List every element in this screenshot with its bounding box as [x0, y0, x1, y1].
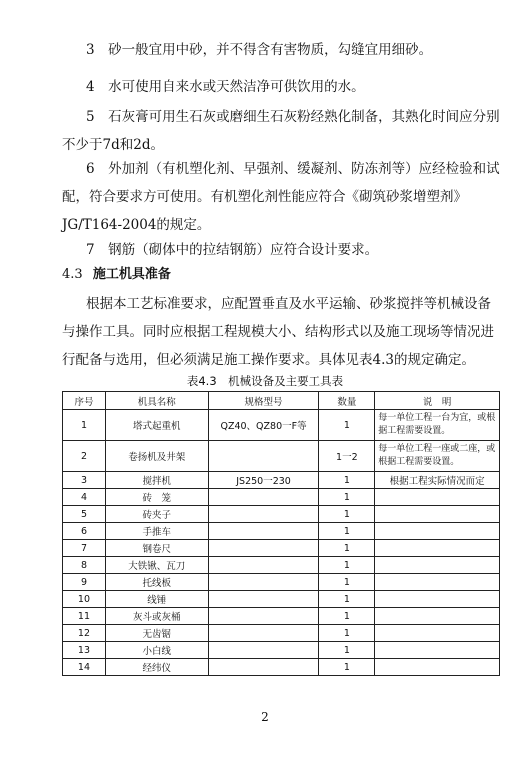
spec-cell	[208, 557, 319, 574]
tool-name-cell: 灰斗或灰桶	[105, 608, 208, 625]
header-cell: 数量	[319, 392, 375, 410]
table-row	[63, 574, 500, 591]
row-number-cell: 11	[63, 608, 106, 625]
quantity-cell: 1	[319, 659, 375, 676]
tool-name-cell: 手推车	[105, 523, 208, 540]
tool-name-cell: 卷扬机及井架	[105, 441, 208, 472]
row-number-cell: 14	[63, 659, 106, 676]
tool-name-cell: 托线板	[105, 574, 208, 591]
tool-name-cell: 线锤	[105, 591, 208, 608]
row-number-cell: 10	[63, 591, 106, 608]
quantity-cell: 1	[319, 523, 375, 540]
table-header-row	[63, 392, 500, 410]
remark-cell: 每一单位工程一台为宜，或根据工程需要设置。	[375, 410, 500, 441]
spec-cell	[208, 506, 319, 523]
quantity-cell: 1	[319, 625, 375, 642]
remark-cell	[375, 642, 500, 659]
quantity-cell: 1	[319, 472, 375, 489]
table-row	[63, 489, 500, 506]
paragraph-item-4: 4 水可使用自来水或天然洁净可供饮用的水。	[86, 79, 365, 95]
tool-name-cell: 塔式起重机	[105, 410, 208, 441]
spec-cell	[208, 523, 319, 540]
paragraph-item-6: 6 外加剂（有机塑化剂、早强剂、缓凝剂、防冻剂等）应经检验和试配，符合要求方可使用。有机塑化剂性能应符合《砌筑砂浆增塑剂》JG/T164-2004的规定。	[62, 161, 500, 233]
remark-cell	[375, 608, 500, 625]
row-number-cell: 7	[63, 540, 106, 557]
remark-cell	[375, 625, 500, 642]
row-number-cell: 5	[63, 506, 106, 523]
row-number-cell: 9	[63, 574, 106, 591]
table-row	[63, 659, 500, 676]
remark-cell	[375, 557, 500, 574]
spec-cell	[208, 659, 319, 676]
quantity-cell: 1	[319, 410, 375, 441]
quantity-cell: 1	[319, 608, 375, 625]
row-number-cell: 4	[63, 489, 106, 506]
header-cell: 机具名称	[105, 392, 208, 410]
spec-cell	[208, 608, 319, 625]
remark-cell	[375, 506, 500, 523]
quantity-cell: 1	[319, 506, 375, 523]
page-number: 2	[261, 710, 269, 724]
spec-cell: QZ40、QZ80一F等	[208, 410, 319, 441]
equipment-table	[62, 391, 500, 676]
remark-cell	[375, 659, 500, 676]
remark-cell: 每一单位工程一座或二座，或根据工程需要设置。	[375, 441, 500, 472]
row-number-cell: 13	[63, 642, 106, 659]
section-title: 施工机具准备	[92, 267, 171, 282]
table-row	[63, 642, 500, 659]
spec-cell	[208, 540, 319, 557]
table-row	[63, 591, 500, 608]
tool-name-cell: 砖夹子	[105, 506, 208, 523]
table-row	[63, 523, 500, 540]
paragraph-item-3: 3 砂一般宜用中砂，并不得含有害物质，勾缝宜用细砂。	[86, 42, 433, 58]
spec-cell	[208, 441, 319, 472]
quantity-cell: 1	[319, 574, 375, 591]
table-row	[63, 608, 500, 625]
quantity-cell: 1	[319, 489, 375, 506]
table-row	[63, 557, 500, 574]
row-number-cell: 3	[63, 472, 106, 489]
header-cell: 序号	[63, 392, 106, 410]
tool-name-cell: 砖 笼	[105, 489, 208, 506]
remark-cell	[375, 591, 500, 608]
section-number: 4.3	[62, 267, 83, 282]
row-number-cell: 6	[63, 523, 106, 540]
spec-cell: JS250一230	[208, 472, 319, 489]
tool-name-cell: 无齿锯	[105, 625, 208, 642]
row-number-cell: 2	[63, 441, 106, 472]
table-row	[63, 506, 500, 523]
tool-name-cell: 经纬仪	[105, 659, 208, 676]
spec-cell	[208, 625, 319, 642]
table-caption: 表4.3 机械设备及主要工具表	[186, 374, 344, 388]
table-row	[63, 410, 500, 441]
tool-name-cell: 小白线	[105, 642, 208, 659]
tool-name-cell: 大铁锹、瓦刀	[105, 557, 208, 574]
quantity-cell: 1	[319, 591, 375, 608]
remark-cell	[375, 540, 500, 557]
table-row	[63, 441, 500, 472]
row-number-cell: 12	[63, 625, 106, 642]
remark-cell: 根据工程实际情况而定	[375, 472, 500, 489]
paragraph-item-5: 5 石灰膏可用生石灰或磨细生石灰粉经熟化制备，其熟化时间应分别不少于7d和2d。	[62, 109, 500, 153]
table-row	[63, 540, 500, 557]
spec-cell	[208, 591, 319, 608]
spec-cell	[208, 489, 319, 506]
remark-cell	[375, 574, 500, 591]
remark-cell	[375, 489, 500, 506]
spec-cell	[208, 642, 319, 659]
section-heading	[62, 265, 171, 285]
spec-cell	[208, 574, 319, 591]
section-body-paragraph: 根据本工艺标准要求，应配置垂直及水平运输、砂浆搅拌等机械设备与操作工具。同时应根据工程规模大小、结构形式以及施工现场等情况进行配备与选用，但必须满足施工操作要求。具体见表4.3的规定确定。	[62, 296, 494, 368]
quantity-cell: 1	[319, 540, 375, 557]
header-cell: 说 明	[375, 392, 500, 410]
tool-name-cell: 搅拌机	[105, 472, 208, 489]
remark-cell	[375, 523, 500, 540]
quantity-cell: 1一2	[319, 441, 375, 472]
quantity-cell: 1	[319, 642, 375, 659]
paragraph-item-7: 7 钢筋（砌体中的拉结钢筋）应符合设计要求。	[86, 242, 379, 258]
row-number-cell: 1	[63, 410, 106, 441]
tool-name-cell: 钢卷尺	[105, 540, 208, 557]
row-number-cell: 8	[63, 557, 106, 574]
table-row	[63, 625, 500, 642]
header-cell: 规格型号	[208, 392, 319, 410]
quantity-cell: 1	[319, 557, 375, 574]
table-row	[63, 472, 500, 489]
